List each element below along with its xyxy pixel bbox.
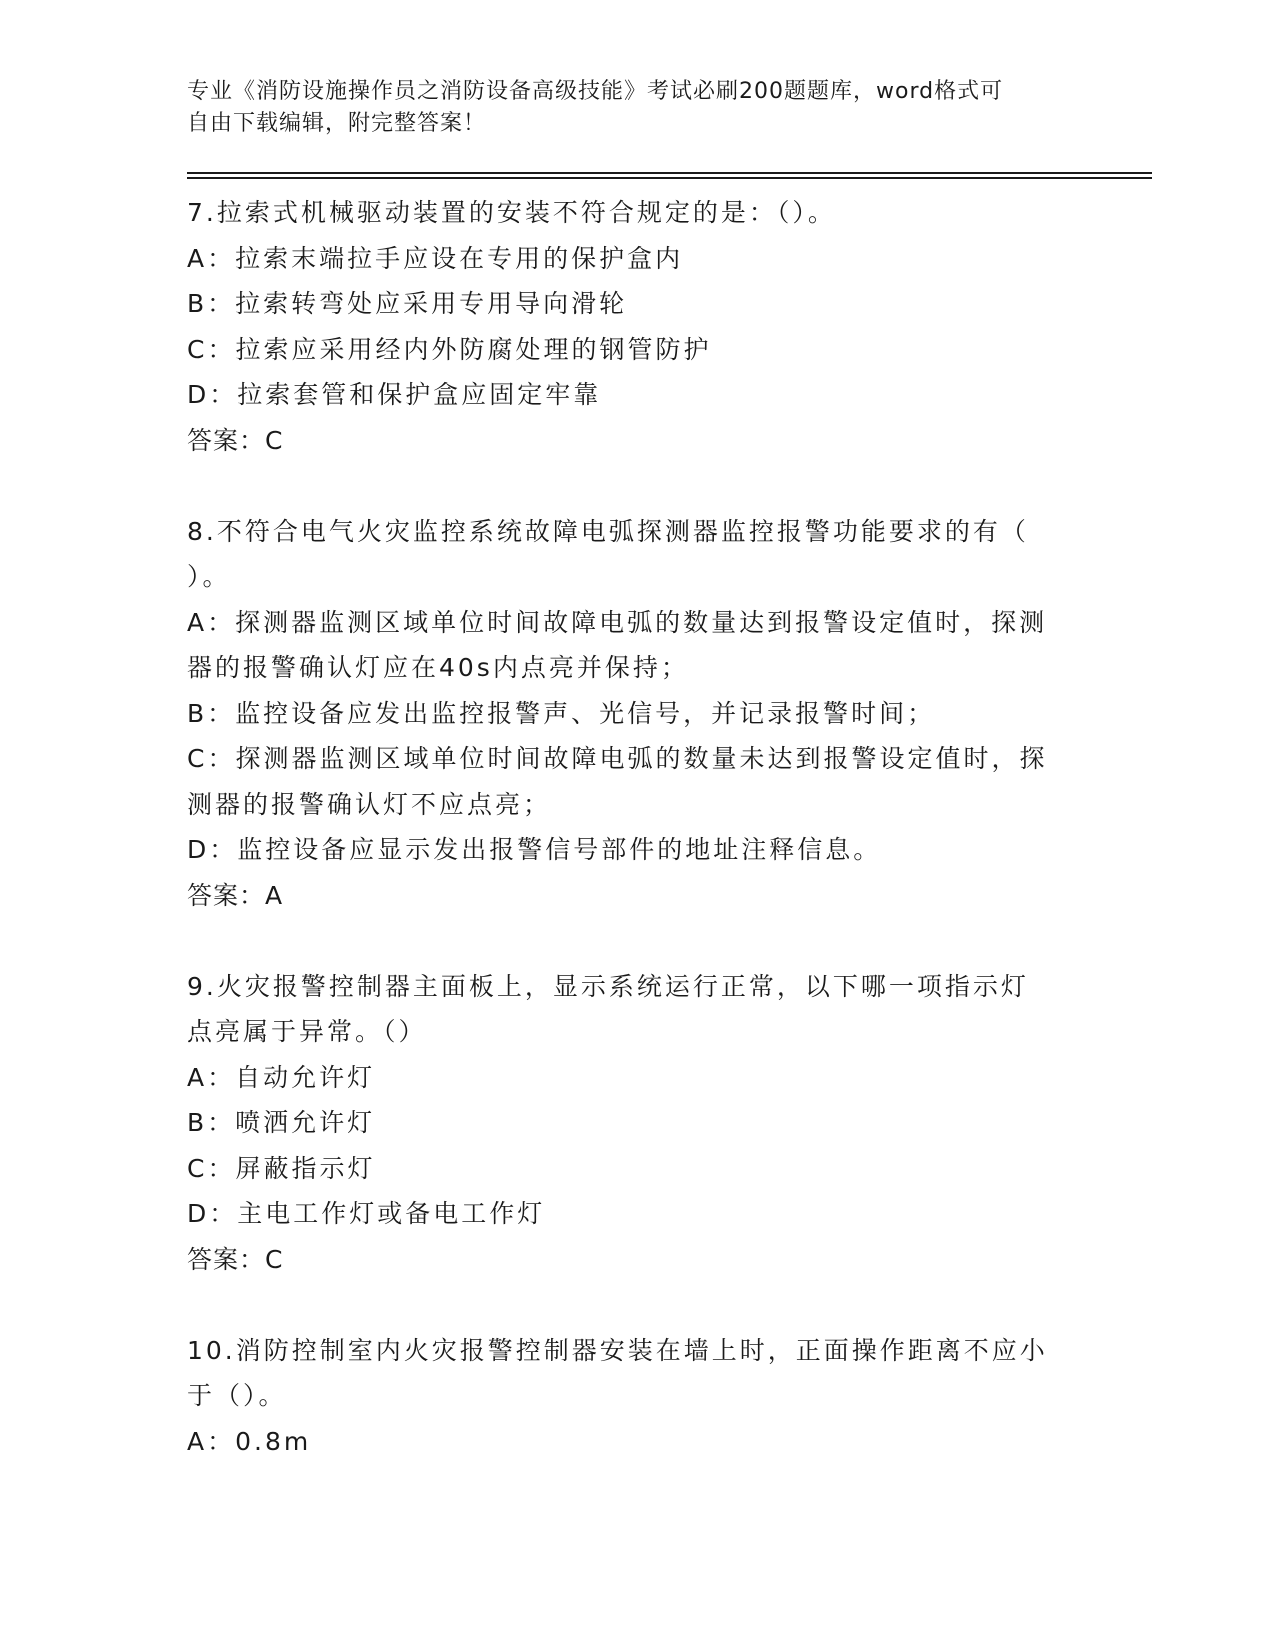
question-stem-continued: ）。	[187, 562, 231, 591]
option-a: A：自动允许灯	[187, 1062, 376, 1092]
option-b: B：喷洒允许灯	[187, 1108, 376, 1137]
question-stem: 9.火灾报警控制器主面板上，显示系统运行正常，以下哪一项指示灯	[187, 971, 1029, 1001]
option-a: A：拉索末端拉手应设在专用的保护盒内	[187, 243, 684, 273]
option-c: C：拉索应采用经内外防腐处理的钢管防护	[187, 334, 712, 364]
option-a: A：探测器监测区域单位时间故障电弧的数量达到报警设定值时，探测	[187, 607, 1048, 637]
option-b: B：监控设备应发出监控报警声、光信号，并记录报警时间；	[187, 698, 936, 728]
question-stem-continued: 点亮属于异常。（）	[187, 1017, 427, 1046]
header-divider-bottom	[187, 177, 1152, 179]
option-c: C：探测器监测区域单位时间故障电弧的数量未达到报警设定值时，探	[187, 744, 1048, 773]
question-stem: 8.不符合电气火灾监控系统故障电弧探测器监控报警功能要求的有（	[187, 516, 1029, 546]
question-list	[187, 190, 1067, 1464]
answer-line: 答案：C	[187, 425, 284, 455]
question-stem: 10.消防控制室内火灾报警控制器安装在墙上时，正面操作距离不应小	[187, 1335, 1048, 1365]
option-a: A：0.8m	[187, 1426, 312, 1456]
spacer	[187, 918, 1067, 964]
option-c: C：屏蔽指示灯	[187, 1153, 376, 1183]
spacer	[187, 1282, 1067, 1328]
option-d: D：监控设备应显示发出报警信号部件的地址注释信息。	[187, 835, 882, 864]
answer-line: 答案：A	[187, 880, 284, 910]
question-stem-continued: 于（）。	[187, 1381, 287, 1410]
option-b: B：拉索转弯处应采用专用导向滑轮	[187, 289, 628, 318]
question-block	[187, 509, 1067, 919]
document-header	[187, 76, 1067, 140]
header-divider-top	[187, 172, 1152, 174]
header-line-2: 自由下载编辑，附完整答案！	[187, 111, 487, 136]
question-block	[187, 190, 1067, 463]
spacer	[187, 463, 1067, 509]
question-block	[187, 964, 1067, 1283]
option-d: D：拉索套管和保护盒应固定牢靠	[187, 380, 602, 409]
header-line-1: 专业《消防设施操作员之消防设备高级技能》考试必刷200题题库，word格式可	[187, 79, 1004, 104]
option-d: D：主电工作灯或备电工作灯	[187, 1199, 546, 1228]
option-c-continued: 测器的报警确认灯不应点亮；	[187, 789, 552, 819]
question-block	[187, 1328, 1067, 1465]
option-a-continued: 器的报警确认灯应在40s内点亮并保持；	[187, 653, 689, 682]
answer-line: 答案：C	[187, 1244, 284, 1274]
question-stem: 7.拉索式机械驱动装置的安装不符合规定的是：（）。	[187, 198, 836, 227]
